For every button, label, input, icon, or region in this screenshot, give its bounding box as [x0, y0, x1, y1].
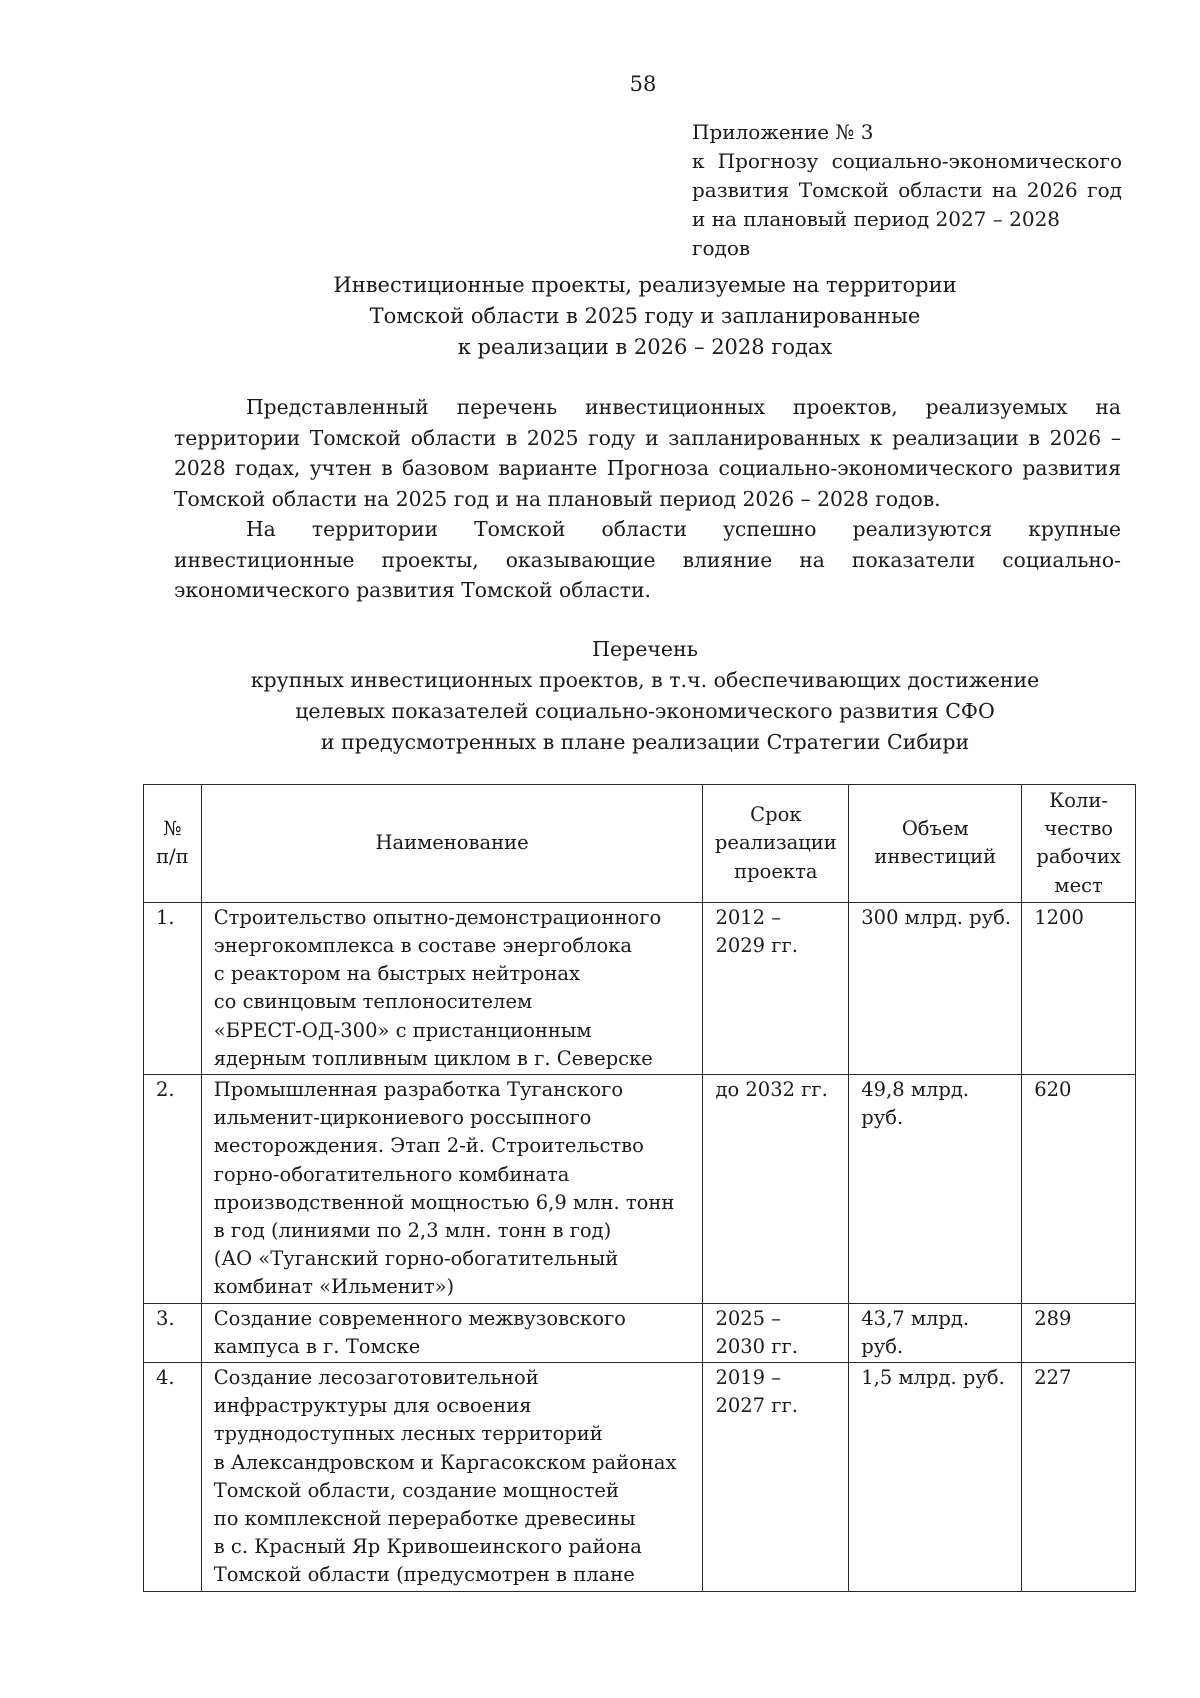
table-row	[144, 902, 1136, 1074]
project-name-line: ядерным топливным циклом в г. Северске	[213, 1046, 653, 1070]
project-investment	[849, 1303, 1022, 1362]
project-name-line: в Александровском и Каргасокском районах	[213, 1450, 677, 1474]
project-name-line: производственной мощностью 6,9 млн. тонн	[213, 1190, 675, 1214]
appendix-line-2: к Прогнозу социально-экономического	[692, 149, 1122, 173]
project-name-line: Томской области (предусмотрен в плане	[213, 1563, 635, 1587]
page-number: 58	[629, 72, 657, 96]
project-name-line: «БРЕСТ-ОД-300» с пристанционным	[213, 1018, 592, 1042]
project-name-line: энергокомплекса в составе энергоблока	[213, 934, 633, 958]
project-term-line-1: 2012 –	[715, 905, 782, 929]
document-title	[160, 270, 1130, 363]
project-name	[201, 1075, 703, 1304]
header-investment	[849, 785, 1022, 903]
title-line-2: Томской области в 2025 году и запланированные	[369, 304, 921, 328]
project-name-line: по комплексной переработке древесины	[213, 1507, 636, 1531]
header-name: Наименование	[201, 785, 703, 903]
table-row	[144, 1363, 1136, 1592]
project-investment-line-1: 43,7 млрд.	[861, 1306, 970, 1330]
title-line-1: Инвестиционные проекты, реализуемые на территории	[333, 273, 957, 297]
list-heading-line-2: крупных инвестиционных проектов, в т.ч. обеспечивающих достижение	[250, 668, 1040, 692]
project-name-line: комбинат «Ильменит»)	[213, 1275, 455, 1299]
table-header-row	[144, 785, 1136, 903]
project-name-line: труднодоступных лесных территорий	[213, 1422, 603, 1446]
list-heading-line-4: и предусмотренных в плане реализации Стратегии Сибири	[320, 730, 970, 754]
header-number-line-1: №	[163, 817, 182, 841]
appendix-line-4: и на плановый период 2027 – 2028 годов	[692, 207, 1061, 260]
appendix-line-1: Приложение № 3	[692, 120, 874, 144]
list-heading	[160, 634, 1130, 758]
project-investment-line-2: руб.	[861, 1334, 904, 1358]
project-term-line-1: до 2032 гг.	[715, 1078, 828, 1102]
table-row	[144, 1303, 1136, 1362]
header-term-line-2: реализации	[714, 831, 837, 855]
header-investment-line-1: Объем	[901, 817, 969, 841]
row-number: 1.	[144, 902, 202, 1074]
header-term-line-3: проекта	[734, 859, 818, 883]
project-jobs: 1200	[1022, 902, 1136, 1074]
project-name-line: кампуса в г. Томске	[213, 1334, 421, 1358]
appendix-line-3: развития Томской области на 2026 год	[692, 178, 1122, 202]
row-number: 2.	[144, 1075, 202, 1304]
project-name-line: Томской области, создание мощностей	[213, 1478, 619, 1502]
project-name-line: в с. Красный Яр Кривошеинского района	[213, 1535, 642, 1559]
project-name-line: в год (линиями по 2,3 млн. тонн в год)	[213, 1219, 612, 1243]
header-jobs-line-4: мест	[1054, 873, 1103, 897]
project-name-line: инфраструктуры для освоения	[213, 1394, 532, 1418]
project-name-line: с реактором на быстрых нейтронах	[213, 962, 580, 986]
project-name-line: Создание современного межвузовского	[213, 1306, 626, 1330]
project-term	[703, 1363, 849, 1592]
intro-text	[174, 392, 1121, 606]
project-name-line: Строительство опытно-демонстрационного	[213, 905, 662, 929]
project-investment	[849, 1075, 1022, 1304]
project-name-line: месторождения. Этап 2-й. Строительство	[213, 1134, 644, 1158]
project-term-line-1: 2019 –	[715, 1366, 782, 1390]
project-name-line: (АО «Туганский горно-обогатительный	[213, 1247, 619, 1271]
project-name-line: горно-обогатительного комбината	[213, 1162, 570, 1186]
list-heading-line-3: целевых показателей социально-экономического развития СФО	[295, 699, 995, 723]
projects-table	[143, 784, 1136, 1592]
project-investment-line-1: 300 млрд. руб.	[861, 905, 1012, 929]
project-term	[703, 1303, 849, 1362]
project-term	[703, 902, 849, 1074]
paragraph-2: На территории Томской области успешно реализуются крупные инвестиционные проекты, оказывающие влияние на показатели социально-экономического развития Томской области.	[174, 517, 1121, 602]
project-name	[201, 1303, 703, 1362]
header-jobs-line-3: рабочих	[1036, 845, 1121, 869]
project-investment-line-1: 49,8 млрд.	[861, 1078, 970, 1102]
header-term-line-1: Срок	[750, 803, 802, 827]
list-heading-line-1: Перечень	[592, 637, 698, 661]
project-term-line-2: 2030 гг.	[715, 1334, 798, 1358]
project-name-line: Создание лесозаготовительной	[213, 1366, 539, 1390]
project-name	[201, 902, 703, 1074]
project-term-line-1: 2025 –	[715, 1306, 782, 1330]
project-term-line-2: 2029 гг.	[715, 934, 798, 958]
project-name-line: со свинцовым теплоносителем	[213, 990, 533, 1014]
header-term	[703, 785, 849, 903]
paragraph-1: Представленный перечень инвестиционных проектов, реализуемых на территории Томской области в 2025 году и запланированных к реализации в 2026 – 2028 годах, учтен в базовом варианте Прогноза социально-экономического развития Томской области на 2025 год и на плановый период 2026 – 2028 годов.	[174, 395, 1121, 511]
project-investment	[849, 1363, 1022, 1592]
project-name-line: Промышленная разработка Туганского	[213, 1078, 624, 1102]
row-number: 4.	[144, 1363, 202, 1592]
header-jobs	[1022, 785, 1136, 903]
header-number-line-2: п/п	[156, 845, 189, 869]
header-jobs-line-2: чество	[1044, 817, 1114, 841]
project-investment	[849, 902, 1022, 1074]
title-line-3: к реализации в 2026 – 2028 годах	[457, 335, 833, 359]
appendix-reference	[692, 118, 1122, 263]
project-jobs: 227	[1022, 1363, 1136, 1592]
project-jobs: 289	[1022, 1303, 1136, 1362]
project-name-line: ильменит-циркониевого россыпного	[213, 1106, 592, 1130]
header-jobs-line-1: Коли-	[1049, 789, 1109, 812]
project-term	[703, 1075, 849, 1304]
project-investment-line-2: руб.	[861, 1106, 904, 1130]
row-number: 3.	[144, 1303, 202, 1362]
project-term-line-2: 2027 гг.	[715, 1394, 798, 1418]
header-number	[144, 785, 202, 903]
header-investment-line-2: инвестиций	[874, 845, 997, 869]
project-jobs: 620	[1022, 1075, 1136, 1304]
project-name	[201, 1363, 703, 1592]
project-investment-line-1: 1,5 млрд. руб.	[861, 1366, 1005, 1390]
table-row	[144, 1075, 1136, 1304]
